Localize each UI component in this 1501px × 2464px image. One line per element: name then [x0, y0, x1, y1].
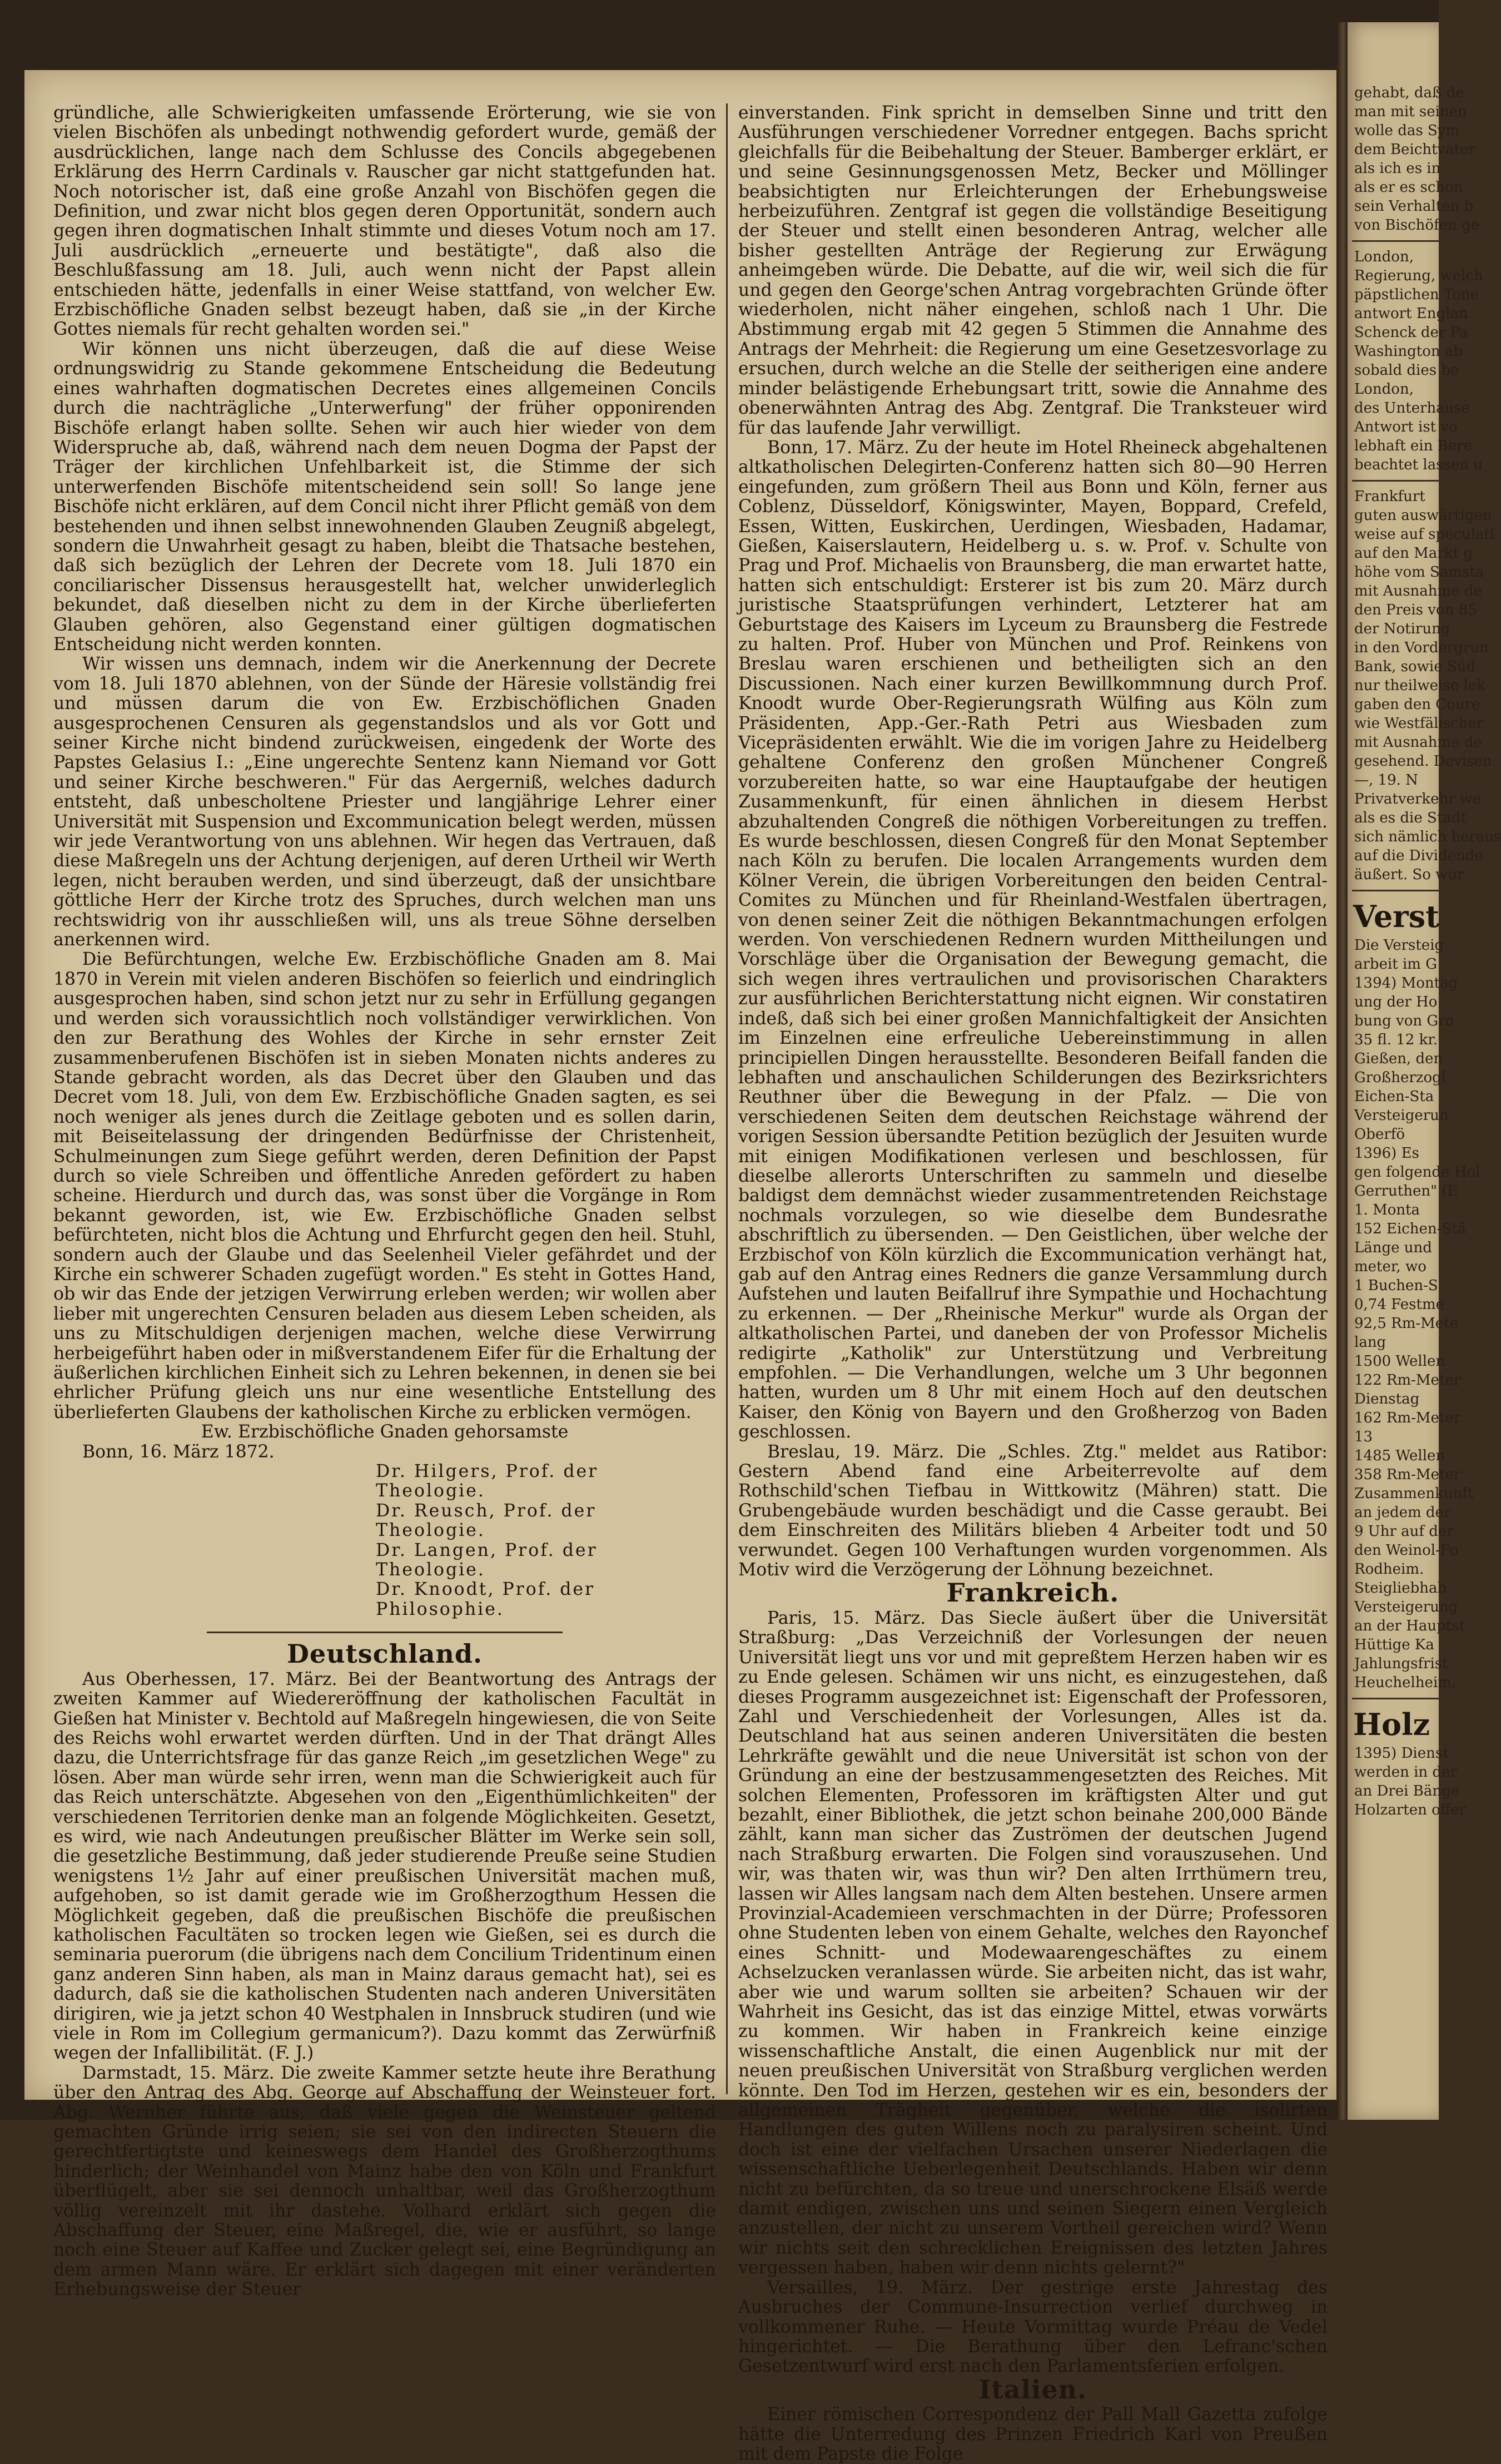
- fragment-line: —, 19. N: [1354, 772, 1418, 789]
- fragment-line: Regierung, welch: [1354, 267, 1483, 284]
- article-paragraph: Wir können uns nicht überzeugen, daß die auf diese Weise ordnungswidrig zu Stande gekommene Entscheidung die Bedeutung eines wahrhaften dogmatischen Decretes eines allgemeinen Concils durch die nachträgliche „Unterwerfung" der früher opponirenden Bischöfe erlangt haben sollte. Sehen wir auch hier wieder von dem Widerspruche ab, daß, während nach dem neuen Dogma der Papst der Träger der kirchlichen Unfehlbarkeit ist, die Stimme der sich unterwerfenden Bischöfe mitentscheidend sein soll! So lange jene Bischöfe nicht erklären, auf dem Concil nicht ihrer Pflicht gemäß von dem bestehenden und ihnen selbst innewohnenden Glauben Zeugniß abgelegt, sondern die Unwahrheit gesagt zu haben, bleibt die Thatsache bestehen, daß sich bezüglich der Lehren der Decrete vom 18. Juli 1870 ein conciliarischer Dissensus herausgestellt hat, welcher unwiderleglich bekundet, daß dieselben nicht zu dem in der Kirche überlieferten Glauben gehören, also Gegenstand einer gültigen dogmatischen Entscheidung nicht werden konnten.: [53, 339, 716, 655]
- fragment-line: an der Hauptst: [1354, 1618, 1465, 1634]
- book-gutter: [1336, 22, 1348, 2120]
- fragment-line: in den Vordergrun: [1354, 639, 1489, 656]
- fragment-heading-versteig: Verst: [1353, 899, 1440, 934]
- article-paragraph: Die Befürchtungen, welche Ew. Erzbischöfliche Gnaden am 8. Mai 1870 in Verein mit vielen anderen Bischöfen so feierlich und eindringlich ausgesprochen haben, sind schon jetzt nur zu sehr in Erfüllung gegangen und werden sich voraussichtlich noch vollständiger verwirklichen. Von den zur Berathung des Wohles der Kirche in sehr ernster Zeit zusammenberufenen Bischöfen ist in sieben Monaten nichts anderes zu Stande gebracht worden, als das Decret über den Glauben und das Decret vom 18. Juli, von dem Ew. Erzbischöfliche Gnaden sagten, es sei noch weniger als jenes durch die Zeitlage geboten und es sollen darin, mit Beiseitelassung der dringenden Bedürfnisse der Christenheit, Schulmeinungen zum Siege geführt werden, deren Definition der Papst durch so viele Schreiben und öffentliche Anreden gefördert zu haben scheine. Hierdurch und durch das, was sonst über die Vorgänge in Rom bekannt geworden, ist, wie Ew. Erzbischöfliche Gnaden selbst befürchteten, nicht blos die Achtung und Ehrfurcht gegen den heil. Stuhl, sondern auch der Glaube und das Seelenheil Vieler gefährdet und der Kirche ein schwerer Schaden zugefügt worden." Es steht in Gottes Hand, ob wir das Ende der jetzigen Verwirrung erleben werden; wir wollen aber lieber mit ungerechten Censuren beladen aus diesem Leben scheiden, als uns zu Mitschuldigen derjenigen machen, welche diese Verwirrung herbeigeführt haben oder in mißverstandenem Eifer für die Erhaltung der äußerlichen kirchlichen Einheit sich zu Lehren bekennen, in denen sie bei ehrlicher Prüfung gleich uns nur eine wesentliche Entstellung des überlieferten Glaubens der katholischen Kirche zu erblicken vermögen.: [53, 949, 716, 1422]
- fragment-line: als ich es in: [1354, 160, 1441, 177]
- fragment-line: Heuchelheim,: [1354, 1674, 1457, 1691]
- fragment-line: Steigliebhab: [1354, 1580, 1447, 1597]
- fragment-line: Hüttige Ka: [1354, 1637, 1434, 1653]
- fragment-line: nur theilweise lek: [1354, 677, 1485, 694]
- fragment-line: 92,5 Rm-Mete: [1354, 1315, 1459, 1332]
- fragment-line: gehabt, daß de: [1354, 85, 1464, 101]
- fragment-line: auf die Dividende: [1354, 847, 1483, 864]
- fragment-block-holz: [1348, 1744, 1467, 1820]
- fragment-line: 1395) Dienst: [1354, 1745, 1449, 1762]
- fragment-line: 358 Rm-Meter: [1354, 1466, 1461, 1483]
- article-paragraph: gründliche, alle Schwierigkeiten umfassende Erörterung, wie sie von vielen Bischöfen als unbedingt nothwendig gefordert wurde, gemäß der ausdrücklichen, lange nach dem Schlusse des Concils abgegebenen Erklärung des Herrn Cardinals v. Rauscher gar nicht stattgefunden hat. Noch notorischer ist, daß eine große Anzahl von Bischöfen gegen die Definition, und zwar nicht blos gegen deren Opportunität, sondern auch gegen ihren dogmatischen Inhalt stimmte und dieses Votum noch am 17. Juli ausdrücklich „erneuerte und bestätigte", daß also die Beschlußfassung am 18. Juli, auch wenn nicht der Papst allein entschieden hätte, jedenfalls in einer Weise stattfand, von welcher Ew. Erzbischöfliche Gnaden selbst bezeugt haben, daß sie „in der Kirche Gottes niemals für recht gehalten worden sei.": [53, 103, 716, 340]
- fragment-line: 162 Rm-Meter: [1354, 1410, 1461, 1426]
- section-heading-frankreich: Frankreich.: [946, 1578, 1120, 1608]
- fragment-line: Gießen, den: [1354, 1050, 1443, 1067]
- fragment-line: beachtet lassen u: [1354, 457, 1483, 473]
- column-rule: [726, 103, 728, 2094]
- fragment-line: 152 Eichen-Stä: [1354, 1221, 1467, 1237]
- fragment-line: 13: [1354, 1429, 1373, 1445]
- fragment-line: des Unterhause: [1354, 400, 1470, 417]
- fragment-line: wolle das Sym: [1354, 122, 1460, 139]
- fragment-block-london: [1348, 247, 1483, 474]
- fragment-line: 122 Rm-Meter: [1354, 1372, 1461, 1389]
- fragment-line: sich nämlich heraus: [1354, 829, 1501, 845]
- fragment-rule: [1352, 240, 1439, 242]
- fragment-line: von Bischöfen ge: [1354, 217, 1480, 234]
- fragment-line: als es die Stadt: [1354, 810, 1467, 826]
- fragment-line: Großherzogl: [1354, 1069, 1447, 1086]
- fragment-line: der Notirung: [1354, 621, 1450, 637]
- fragment-line: Versteigerung: [1354, 1599, 1458, 1615]
- section-heading-italien: Italien.: [978, 2374, 1087, 2404]
- fragment-line: päpstlichen Tone: [1354, 286, 1479, 303]
- fragment-line: ung der Ho: [1354, 994, 1438, 1010]
- left-column: [53, 103, 716, 2300]
- fragment-line: höhe vom Samsta: [1354, 564, 1484, 581]
- fragment-line: Dienstag: [1354, 1391, 1420, 1407]
- fragment-line: den Weinol-Fo: [1354, 1542, 1459, 1559]
- article-paragraph: einverstanden. Fink spricht in demselben Sinne und tritt den Ausführungen verschiedener Vorredner entgegen. Bachs spricht gleichfalls für die Beibehaltung der Steuer. Bamberger erklärt, er und seine Gesinnungsgenossen Metz, Becker und Möllinger beabsichtigten nur Erleichterungen der Erhebungsweise herbeizuführen. Zentgraf ist gegen die vollständige Beseitigung der Steuer und stellt einen besonderen Antrag, welcher alle bisher gestellten Anträge der Regierung zur Erwägung anheimgeben würde. Die Debatte, auf die wir, weil sich die für und gegen den George'schen Antrag vorgebrachten Gründe öfter wiederholen, nicht näher eingehen, schloß nach 1 Uhr. Die Abstimmung ergab mit 42 gegen 5 Stimmen die Annahme des Antrags der Mehrheit: die Regierung um eine Gesetzesvorlage zu ersuchen, durch welche an die Stelle der seitherigen eine andere minder belästigende Erhebungsart tritt, sowie die Annahme des obenerwähnten Antrag des Abg. Zentgraf. Die Tranksteuer wird für das laufende Jahr verwilligt.: [738, 103, 1328, 438]
- article-paragraph: Darmstadt, 15. März. Die zweite Kammer setzte heute ihre Berathung über den Antrag des Abg. George auf Abschaffung der Weinsteuer fort. Abg. Wernher führte aus, daß viele gegen die Weinsteuer geltend gemachten Gründe irrig seien; sie sei von den indirecten Steuern die gerechtfertigtste und keineswegs dem Handel des Großherzogthums hinderlich; der Weinhandel von Mainz habe den von Köln und Frankfurt überflügelt, aber sie sei dennoch unhaltbar, weil das Großherzogthum völlig vereinzelt mit ihr dastehe. Volhard erklärt sich gegen die Abschaffung der Steuer, eine Maßregel, die, wie er ausführt, so lange noch eine Steuer auf Kaffee und Zucker gelegt sei, eine Begründigung an dem armen Mann wäre. Er erklärt sich dagegen mit einer veränderten Erhebungsweise der Steuer: [53, 2063, 716, 2300]
- fragment-line: London,: [1354, 249, 1414, 265]
- place-date: Bonn, 16. März 1872.: [82, 1441, 275, 1462]
- fragment-line: gesehend. Devisen: [1354, 753, 1492, 770]
- fragment-line: arbeit im G: [1354, 956, 1437, 973]
- section-divider: [207, 1632, 563, 1633]
- fragment-line: mit Ausnahme de: [1354, 583, 1482, 599]
- fragment-line: Bank, sowie Süd: [1354, 658, 1476, 675]
- fragment-line: Die Versteig: [1354, 937, 1444, 954]
- fragment-line: gaben den Coure: [1354, 696, 1480, 713]
- fragment-line: Frankfurt: [1354, 488, 1425, 505]
- fragment-line: äußert. So wur: [1354, 866, 1464, 883]
- fragment-line: lang: [1354, 1334, 1386, 1351]
- fragment-line: an Drei Bänge: [1354, 1783, 1460, 1799]
- fragment-rule: [1352, 480, 1439, 482]
- fragment-line: Gerruthen" (E: [1354, 1183, 1458, 1199]
- newspaper-page: [24, 70, 1336, 2464]
- signatory: Dr. Knoodt, Prof. der Philosophie.: [376, 1579, 595, 1619]
- signatory: Dr. Reusch, Prof. der Theologie.: [376, 1500, 597, 1541]
- fragment-line: Holzarten offer: [1354, 1802, 1467, 1818]
- fragment-line: meter, wo: [1354, 1258, 1427, 1275]
- fragment-line: Oberfö: [1354, 1126, 1405, 1143]
- fragment-block-top: [1348, 83, 1480, 235]
- fragment-line: 0,74 Festme: [1354, 1296, 1444, 1313]
- fragment-line: 35 fl. 12 kr.: [1354, 1032, 1438, 1048]
- fragment-line: 1485 Wellen: [1354, 1447, 1445, 1464]
- fragment-line: Versteigerun: [1354, 1107, 1449, 1124]
- fragment-line: 9 Uhr auf der: [1354, 1523, 1454, 1540]
- fragment-line: sein Verhalten b: [1354, 198, 1474, 215]
- section-heading-deutschland: Deutschland.: [286, 1639, 483, 1669]
- fragment-line: Zusammenkunft: [1354, 1485, 1474, 1502]
- fragment-line: sobald dies be: [1354, 362, 1459, 379]
- fragment-line: Eichen-Sta: [1354, 1088, 1434, 1105]
- fragment-line: Privatverkehr we: [1354, 791, 1481, 807]
- signatory: Dr. Hilgers, Prof. der Theologie.: [376, 1461, 599, 1501]
- fragment-line: mit Ausnahme de: [1354, 734, 1482, 751]
- right-column: [738, 103, 1328, 2464]
- fragment-line: Jahlungsfrist: [1354, 1655, 1448, 1672]
- letter-closing: Ew. Erzbischöfliche Gnaden gehorsamste: [201, 1422, 569, 1442]
- signatories: [53, 1462, 716, 1619]
- fragment-line: Antwort ist vo: [1354, 419, 1458, 435]
- fragment-line: Länge und: [1354, 1240, 1432, 1256]
- fragment-line: antwort Englan: [1354, 305, 1468, 322]
- article-paragraph: Aus Oberhessen, 17. März. Bei der Beantwortung des Antrags der zweiten Kammer auf Wiedereröffnung der katholischen Facultät in Gießen hat Minister v. Bechtold auf Maßregeln hingewiesen, die von Seite des Reichs wohl erwartet werden dürften. Und in der That drängt Alles dazu, die Unterrichtsfrage für das ganze Reich „im gesetzlichen Wege" zu lösen. Aber man würde sehr irren, wenn man die Schwierigkeit auch für das Reich unterschätzte. Abgesehen von den „Eigenthümlichkeiten" der verschiedenen Territorien denke man an folgende Möglichkeiten. Gesetzt, es wird, wie nach Andeutungen preußischer Blätter im Werke sein soll, die gesetzliche Bestimmung, daß jeder studierende Preuße seine Studien wenigstens 1½ Jahr auf einer preußischen Universität machen muß, aufgehoben, so ist damit gerade wie im Großherzogthum Hessen die Möglichkeit gegeben, daß die preußischen Bischöfe die preußischen katholischen Facultäten so trocken legen wie Gießen, sei es durch die seminaria puerorum (die übrigens nach dem Concilium Tridentinum einen ganz anderen Sinn haben, als man in Mainz daraus gemacht hat), sei es dadurch, daß sie die katholischen Studenten nach anderen Universitäten dirigiren, wie ja jetzt schon 40 Westphalen in Innsbruck studiren (und wie viele in Rom im Collegium germanicum?). Dazu kommt das Zerwürfniß wegen der Infallibilität. (F. J.): [53, 1669, 716, 2064]
- fragment-block-versteig: [1348, 936, 1480, 1692]
- signatory: Dr. Langen, Prof. der Theologie.: [376, 1540, 598, 1580]
- fragment-line: gen folgende Hol: [1354, 1164, 1480, 1181]
- fragment-line: 1394) Montag: [1354, 975, 1458, 991]
- fragment-line: als er es schon: [1354, 179, 1463, 196]
- article-paragraph: Einer römischen Correspondenz der Pall Mall Gazetta zufolge hätte die Unterredung des Prinzen Friedrich Karl von Preußen mit dem Papste die Folge: [738, 2404, 1328, 2464]
- article-paragraph: Bonn, 17. März. Zu der heute im Hotel Rheineck abgehaltenen altkatholischen Delegirten-Conferenz hatten sich 80—90 Herren eingefunden, zum größern Theil aus Bonn und Köln, ferner aus Coblenz, Düsseldorf, Königswinter, Mayen, Boppard, Crefeld, Essen, Witten, Euskirchen, Uerdingen, Wiesbaden, Hadamar, Gießen, Kaiserslautern, Heidelberg u. s. w. Prof. v. Schulte von Prag und Prof. Michaelis von Braunsberg, die man erwartet hatte, hatten sich entschuldigt: Ersterer ist bis zum 20. März durch juristische Staatsprüfungen verhindert, Letzterer hat am Geburtstage des Kaisers im Lyceum zu Braunsberg die Festrede zu halten. Prof. Huber von München und Prof. Reinkens von Breslau waren erschienen und betheiligten sich an den Discussionen. Nach einer kurzen Bewillkommnung durch Prof. Knoodt wurde Ober-Regierungsrath Wülfing aus Köln zum Präsidenten, App.-Ger.-Rath Petri aus Wiesbaden zum Vicepräsidenten erwählt. Wie die im vorigen Jahre zu Heidelberg gehaltene Conferenz den großen Münchener Congreß vorzubereiten hatte, so war eine Hauptaufgabe der heutigen Zusammenkunft, für einen ähnlichen in diesem Herbst abzuhaltenden Congreß die nöthigen Vorbereitungen zu treffen. Es wurde beschlossen, diesen Congreß für den Monat September nach Köln zu berufen. Die localen Arrangements wurden dem Kölner Verein, die übrigen Vorbereitungen den beiden Central-Comites zu München und für Rheinland-Westfalen übertragen, von denen seiner Zeit die nöthigen Bekanntmachungen erfolgen werden. Von verschiedenen Rednern wurden Mittheilungen und Vorschläge über die Organisation der Bewegung gemacht, die sich wegen ihres vertraulichen und provisorischen Charakters zur ausführlichen Berichterstattung nicht eignen. Wir constatiren indeß, daß sich bei einer großen Mannichfaltigkeit der Ansichten im Einzelnen eine erfreuliche Uebereinstimmung in allen principiellen Dingen herausstellte. Besonderen Beifall fanden die lebhaften und anschaulichen Schilderungen des Bezirksrichters Reuthner über die Bewegung in der Pfalz. — Die von verschiedenen Seiten dem deutschen Reichstage während der vorigen Session übersandte Petition bezüglich der Jesuiten wurde mit einigen Modifikationen verlesen und beschlossen, für dieselbe allerorts Unterschriften zu sammeln und dieselbe baldigst dem demnächst wieder zusammentretenden Reichstage nochmals vorzulegen, so wie dieselbe dem Bundesrathe abschriftlich zu übersenden. — Den Geistlichen, über welche der Erzbischof von Köln kürzlich die Excommunication verhängt hat, gab auf den Antrag eines Redners die ganze Versammlung durch Aufstehen und lauten Beifallruf ihre Sympathie und Hochachtung zu erkennen. — Der „Rheinische Merkur" wurde als Organ der altkatholischen Partei, und daneben der von Professor Michelis redigirte „Katholik" zur Unterstützung und Verbreitung empfohlen. — Die Verhandlungen, welche um 3 Uhr begonnen hatten, wurden um 8 Uhr mit einem Hoch auf den deutschen Kaiser, den König von Bayern und den Großherzog von Baden geschlossen.: [738, 437, 1328, 1442]
- fragment-line: den Preis von 85: [1354, 602, 1477, 618]
- fragment-line: man mit seinen: [1354, 103, 1467, 120]
- fragment-line: lebhaft ein Bere: [1354, 438, 1472, 454]
- fragment-heading-holz: Holz: [1353, 1707, 1430, 1742]
- fragment-line: 1500 Wellen: [1354, 1353, 1445, 1370]
- article-paragraph: Paris, 15. März. Das Siecle äußert über die Universität Straßburg: „Das Verzeichniß der Vorlesungen der neuen Universität liegt uns vor und mit gepreßtem Herzen haben wir es zu Ende gelesen. Schämen wir uns nicht, es einzugestehen, daß dieses Programm ausgezeichnet ist: Eigenschaft der Professoren, Zahl und Verschiedenheit der Vorlesungen, Alles ist da. Deutschland hat aus seinen anderen Universitäten die besten Lehrkräfte gewählt und die neue Universität ist schon von der Gründung an eine der bestzusammengesetzten des Reiches. Mit solchen Elementen, Professoren im kräftigsten Alter und gut bezahlt, einer Bibliothek, die jetzt schon beinahe 200,000 Bände zählt, kann man sicher das Zuströmen der deutschen Jugend nach Straßburg erwarten. Die Folgen sind vorauszusehen. Und wir, was thaten wir, was thun wir? Den alten Irrthümern treu, lassen wir Alles langsam nach dem Alten bestehen. Unsere armen Provinzial-Academieen verschmachten in der Dürre; Professoren ohne Studenten leben von einem Gehalte, welches den Rayonchef eines Schnitt- und Modewaarengeschäftes zu einem Achselzucken veranlassen würde. Sie arbeiten nicht, das ist wahr, aber wie und warum sollten sie arbeiten? Schauen wir der Wahrheit ins Gesicht, das ist das einzige Mittel, etwas vorwärts zu kommen. Wir haben in Frankreich keine einzige wissenschaftliche Anstalt, die einen Augenblick nur mit der neuen preußischen Universität von Straßburg verglichen werden könnte. Den Tod im Herzen, gestehen wir es ein, besonders der allgemeinen Trägheit gegenüber, welche die isolirten Handlungen des guten Willens noch zu paralysiren scheint. Und doch ist eine der vielfachen Ursachen unserer Niederlagen die wissenschaftliche Ueberlegenheit Deutschlands. Haben wir denn nicht zu befürchten, da so treue und unerschrockene Elsäß werde damit endigen, zwischen uns und seinen Siegern einen Vergleich anzustellen, der nicht zu unserem Vortheil gereichen wird? Wenn wir nichts seit den schrecklichen Ereignissen des letzten Jahres vergessen haben, haben wir denn nichts gelernt?": [738, 1608, 1328, 2278]
- fragment-line: wie Westfälischer: [1354, 715, 1484, 732]
- fragment-line: weise auf speculati: [1354, 526, 1495, 543]
- article-paragraph: Versailles, 19. März. Der gestrige erste Jahrestag des Ausbruches der Commune-Insurrection verlief durchweg in vollkommener Ruhe. — Heute Vormittag wurde Préau de Vedel hingerichtet. — Die Berathung über den Lefranc'schen Gesetzentwurf wird erst nach den Parlamentsferien erfolgen.: [738, 2277, 1328, 2377]
- article-paragraph: Wir wissen uns demnach, indem wir die Anerkennung der Decrete vom 18. Juli 1870 ablehnen, von der Sünde der Häresie vollständig frei und müssen darum die von Ew. Erzbischöflichen Gnaden ausgesprochenen Censuren als gegenstandslos und als vor Gott und seiner Kirche nicht bindend zurückweisen, eingedenk der Worte des Papstes Gelasius I.: „Eine ungerechte Sentenz kann Niemand vor Gott und seiner Kirche beschweren." Für das Aergerniß, welches dadurch entsteht, daß unbescholtene Priester und langjährige Lehrer einer Universität mit Suspension und Excommunication belegt werden, müssen wir jede Verantwortung von uns ablehnen. Wir hegen das Vertrauen, daß diese Maßregeln uns der Achtung derjenigen, auf deren Urtheil wir Werth legen, nicht berauben werden, und sind überzeugt, daß der unsichtbare göttliche Herr der Kirche trotz des Spruches, durch welchen man uns rechtswidrig von ihr ausschließen will, uns als treue Söhne derselben anerkennen wird.: [53, 654, 716, 950]
- fragment-line: dem Beichtvater: [1354, 141, 1475, 158]
- fragment-line: werden in der: [1354, 1764, 1457, 1781]
- article-paragraph: Breslau, 19. März. Die „Schles. Ztg." meldet aus Ratibor: Gestern Abend fand eine Arbeiterrevolte auf dem Rothschild'schen Tiefbau in Wittkowitz (Mähren) statt. Die Grubengebäude wurden beschädigt und die Casse geraubt. Bei dem Einschreiten des Militärs blieben 4 Arbeiter todt und 50 verwundet. Gegen 100 Verhaftungen wurden vorgenommen. Als Motiv wird die Verzögerung der Löhnung bezeichnet.: [738, 1441, 1328, 1580]
- fragment-line: Schenck der Pa: [1354, 324, 1468, 341]
- fragment-line: an jedem der: [1354, 1504, 1451, 1521]
- fragment-rule: [1352, 1698, 1439, 1699]
- fragment-line: London,: [1354, 381, 1414, 398]
- fragment-line: auf den Markt g: [1354, 545, 1473, 562]
- fragment-line: Washington ab: [1354, 343, 1463, 360]
- fragment-line: 1. Monta: [1354, 1202, 1420, 1218]
- fragment-rule: [1352, 890, 1439, 891]
- fragment-line: 1396) Es: [1354, 1145, 1419, 1162]
- next-page-fragment: [1348, 22, 1501, 2120]
- fragment-line: guten auswärtigen: [1354, 507, 1492, 524]
- fragment-block-frankfurt: [1348, 487, 1501, 884]
- fragment-line: Rodheim.: [1354, 1561, 1424, 1578]
- fragment-line: bung von Gro: [1354, 1013, 1454, 1029]
- fragment-line: 1 Buchen-S: [1354, 1277, 1438, 1294]
